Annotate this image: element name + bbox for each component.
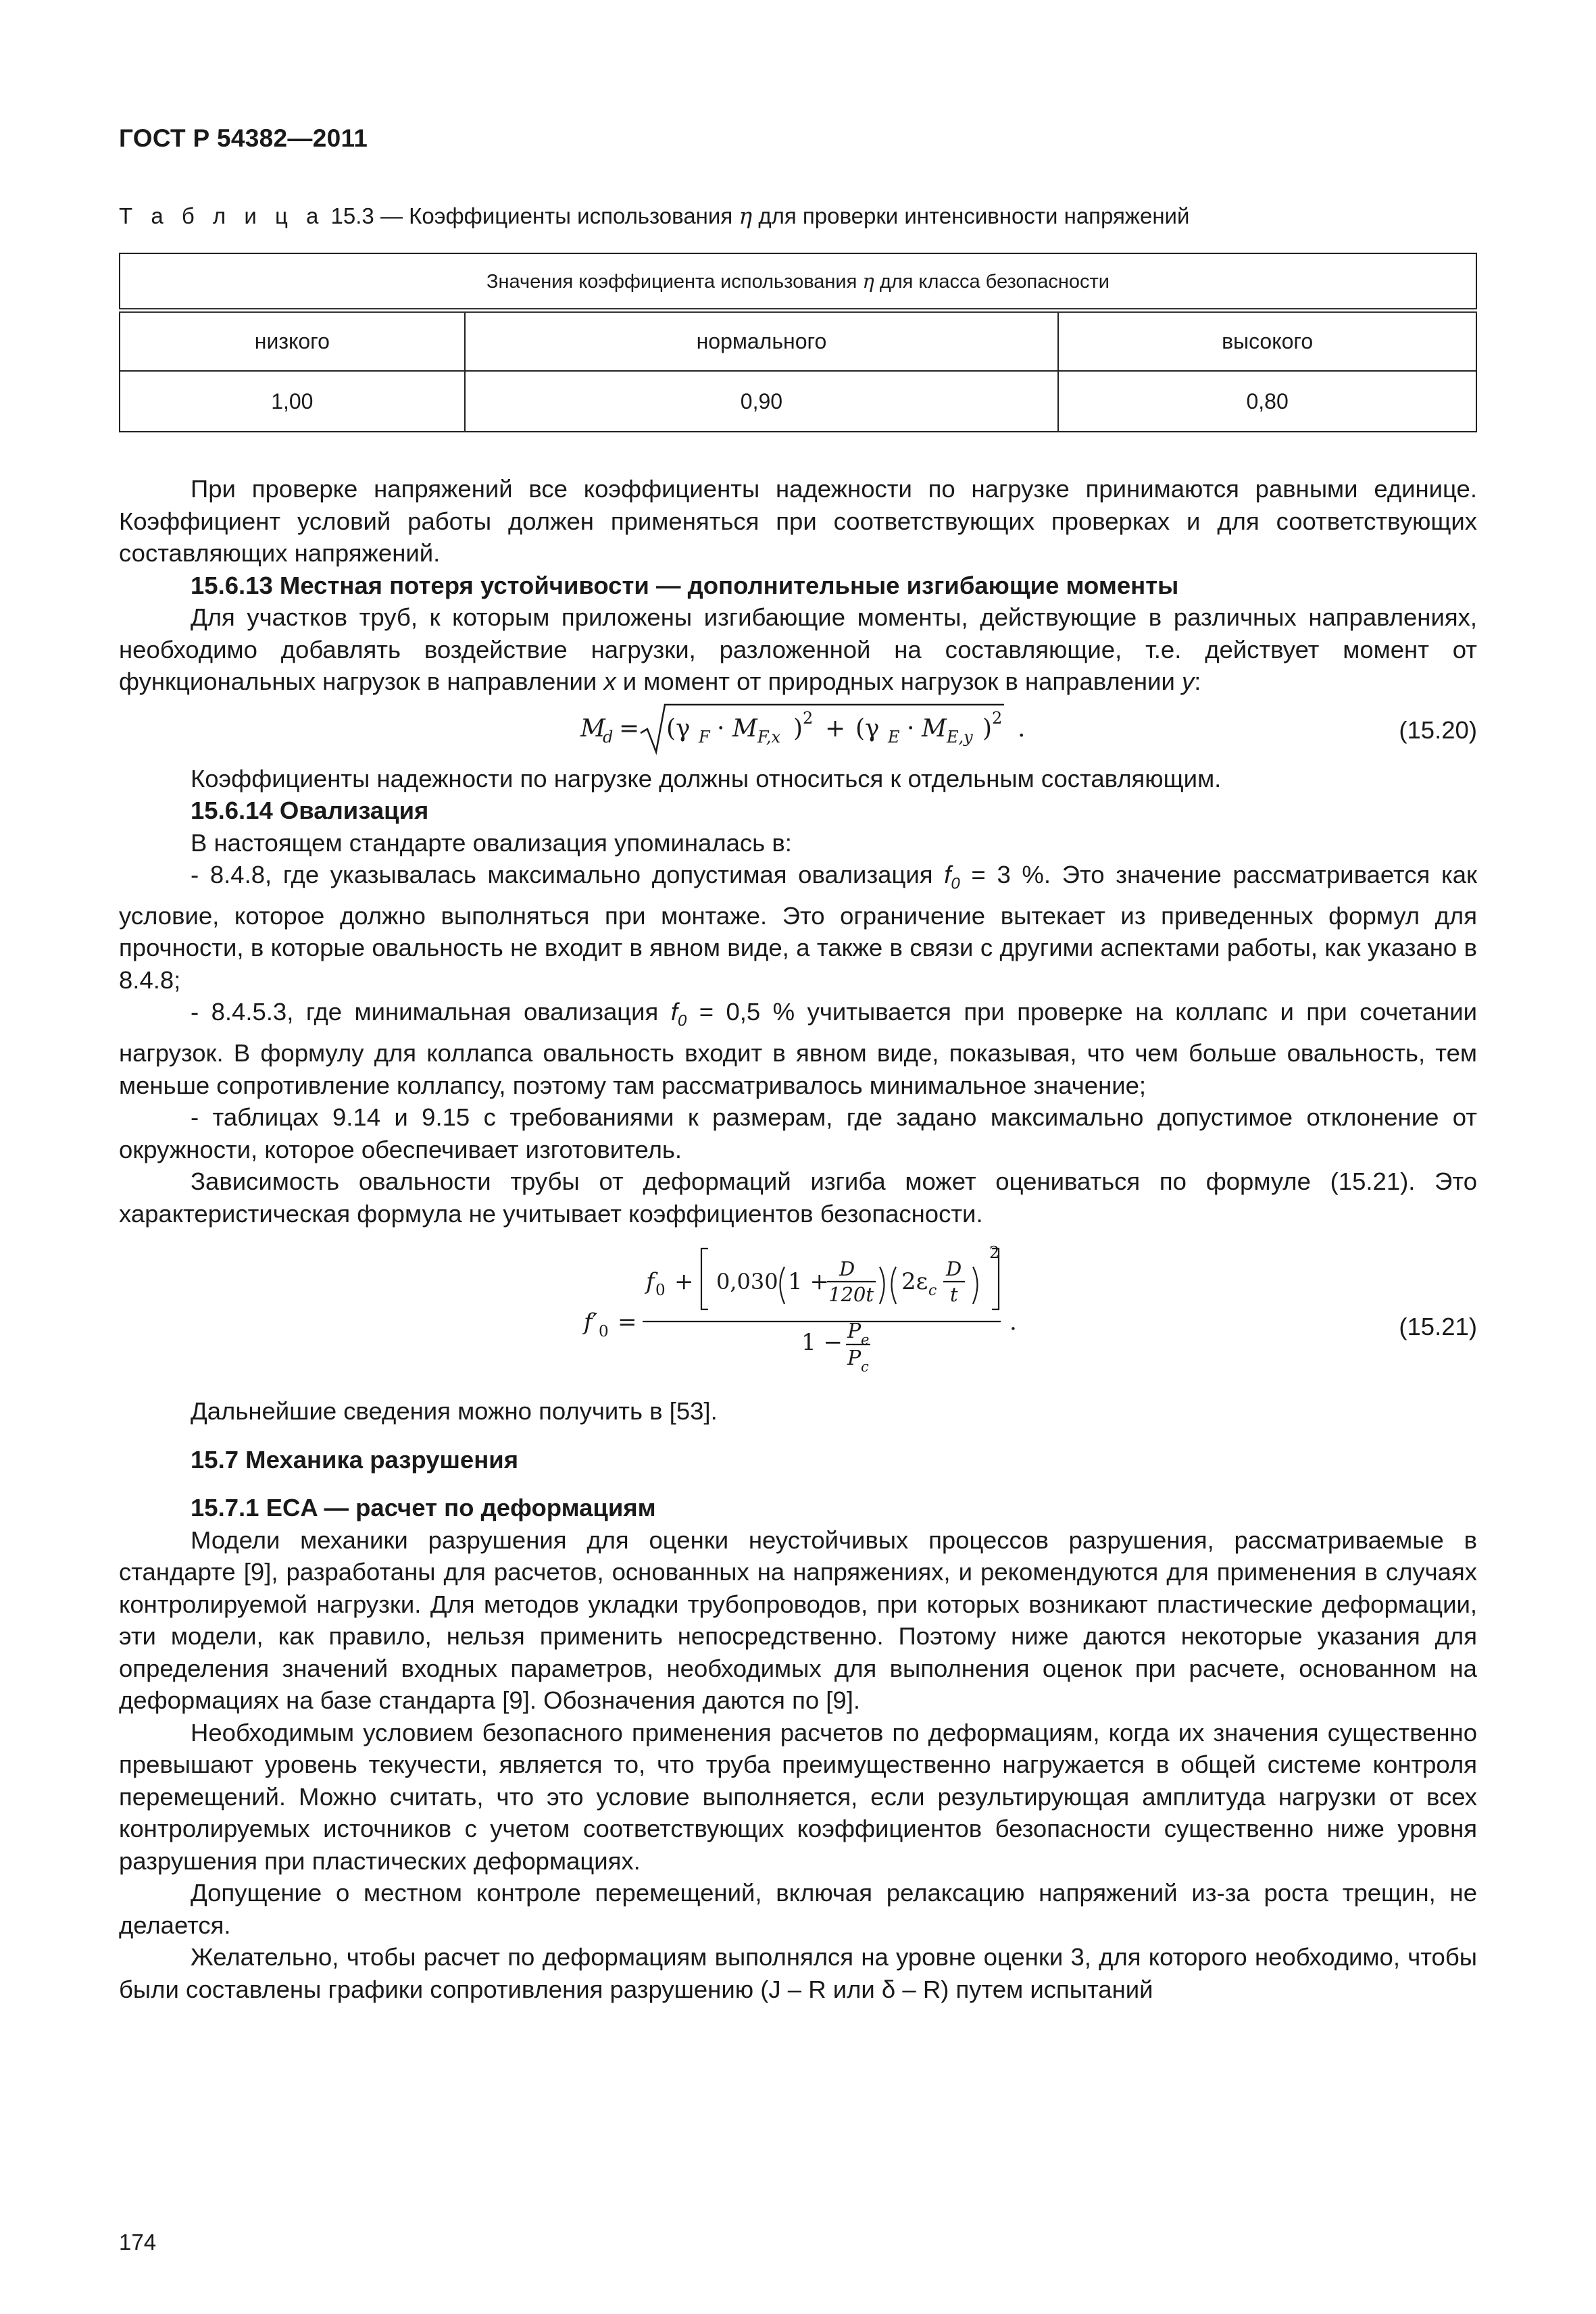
caption-text: 15.3 — Коэффициенты использования <box>324 203 739 228</box>
eq2-num-plus: + <box>674 1268 694 1296</box>
section-heading: 15.6.14 Овализация <box>191 797 429 824</box>
eq2-num-t: t <box>950 1283 958 1307</box>
equation-15-20-formula <box>119 698 1065 763</box>
caption-prefix: Т а б л и ц а <box>119 203 325 228</box>
eq2-num-pow: 2 <box>989 1243 1000 1263</box>
eq2-lhs-sub: 0 <box>599 1323 609 1341</box>
paragraph: Модели механики разрушения для оценки неустойчивых процессов разрушения, рассматриваемые в стандарте [9], разработаны для расчетов, основанных на напряжениях, и рекомендуются для применения в случаях контролируемой нагрузки. Для методов укладки трубопроводов, при которых возникают пластические деформации, эти модели, как правило, нельзя применить непосредственно. Поэтому ниже даются некоторые указания для определения значений входных параметров, необходимых для выполнения оценок при расчете, основанном на деформациях на базе стандарта [9]. Обозначения даются по [9]. <box>119 1526 1477 1715</box>
eq2-equals: = <box>618 1309 637 1336</box>
paragraph: Необходимым условием безопасного применения расчетов по деформациям, когда их значения существенно превышают уровень текучести, является то, что труба преимущественно нагружается в общей системе контроля перемещений. Можно считать, что это условие выполняется, если результирующая амплитуда нагрузки от всех контролируемых источников с учетом соответствующих коэффициентов безопасности существенно ниже уровня разрушения при пластических деформациях. <box>119 1718 1477 1875</box>
eq1-period: . <box>1018 714 1026 743</box>
eq2-num-D: D <box>839 1257 855 1281</box>
document-id: ГОСТ Р 54382—2011 <box>119 124 368 152</box>
paragraph: Желательно, чтобы расчет по деформациям выполнялся на уровне оценки 3, для которого необходимо, чтобы были составлены графики сопротивления разрушению (J – R или δ – R) путем испытаний <box>119 1943 1477 2003</box>
paragraph: Для участков труб, к которым приложены изгибающие моменты, действующие в различных направлениях, необходимо добавлять воздействие нагрузки, разложенной на составляющие, т.е. действует момент от функциональных нагрузок в направлении x и момент от природных нагрузок в направлении y: <box>119 603 1477 695</box>
table-cell: 0,80 <box>1058 371 1476 432</box>
eq1-m2-sub: E,y <box>947 727 973 747</box>
equation-15-20 <box>119 698 1477 763</box>
eq1-plus: + <box>825 714 846 743</box>
section-heading: 15.7.1 ECA — расчет по деформациям <box>191 1494 656 1522</box>
eq2-num-D2: D <box>946 1257 962 1281</box>
eq1-pow2: 2 <box>992 708 1003 728</box>
eq1-term2: (γ <box>855 714 880 743</box>
eq2-num-f: f <box>646 1268 655 1296</box>
paragraph: Допущение о местном контроле перемещений, включая релаксацию напряжений из-за роста трещин, не делается. <box>119 1879 1477 1939</box>
eq2-num-k: 0,030 <box>716 1269 778 1295</box>
eq2-num-one-plus: 1 + <box>788 1268 829 1296</box>
table-header: Значения коэффициента использования η для класса безопасности <box>120 253 1476 311</box>
eq2-num-2eps: 2ε <box>901 1268 928 1296</box>
eq2-den-Pe-sub: e <box>861 1332 870 1349</box>
eq2-num-2eps-sub: c <box>928 1282 937 1300</box>
table-cell: 1,00 <box>120 371 465 432</box>
eq1-m1-sub: F,x <box>757 727 781 747</box>
eq1-dot2: · <box>907 714 915 743</box>
paragraph: Зависимость овальности трубы от деформаций изгиба может оцениваться по формуле (15.21). Это характеристическая формула не учитывает коэффициентов безопасности. <box>119 1167 1477 1228</box>
table-caption <box>119 203 1189 229</box>
section-heading: 15.6.13 Местная потеря устойчивости — дополнительные изгибающие моменты <box>191 571 1179 599</box>
right-paren-1 <box>880 1267 884 1304</box>
paragraph: Коэффициенты надежности по нагрузке должны относиться к отдельным составляющим. <box>191 764 1222 793</box>
eq2-den-Pe: P <box>847 1319 862 1344</box>
equation-15-21 <box>119 1230 1477 1395</box>
eq2-lhs: f′ <box>584 1309 598 1336</box>
right-paren-2 <box>973 1267 978 1304</box>
eq2-period: . <box>1009 1309 1017 1336</box>
eq1-m1: M <box>732 714 757 743</box>
eq2-num-120t: 120t <box>828 1283 874 1307</box>
eq1-lhs: M <box>580 714 605 743</box>
section-heading: 15.7 Механика разрушения <box>191 1445 518 1474</box>
left-paren-1 <box>780 1267 785 1304</box>
body-text <box>119 473 1477 2005</box>
equation-number: (15.20) <box>1399 715 1477 744</box>
left-square-bracket <box>701 1249 708 1309</box>
table-cell: 0,90 <box>465 371 1059 432</box>
paragraph: - 8.4.5.3, где минимальная овализация $f_0 = 0,5$ % учитывается при проверке на коллапс и при сочетании нагрузок. В формулу для коллапса овальность входит в явном виде, показывая, что чем больше овальность, тем меньше сопротивление коллапсу, поэтому там рассматривалось минимальное значение; <box>119 998 1477 1099</box>
left-paren-2 <box>892 1267 897 1304</box>
caption-text-end: для проверки интенсивности напряжений <box>752 203 1190 228</box>
eq1-dot1: · <box>717 714 725 743</box>
equation-15-21-formula <box>119 1230 1200 1395</box>
table-column-header: высокого <box>1058 311 1476 372</box>
paragraph: Дальнейшие сведения можно получить в [53]. <box>191 1397 718 1426</box>
eq1-lhs-sub: d <box>603 727 614 747</box>
eq2-den-Pc-sub: c <box>861 1359 869 1376</box>
table-column-header: низкого <box>120 311 465 372</box>
eq1-close2: ) <box>982 714 993 743</box>
paragraph: При проверке напряжений все коэффициенты надежности по нагрузке принимаются равными единице. Коэффициент условий работы должен применяться при соответствующих проверках и для соответствующих составляющих напряжений. <box>119 475 1477 567</box>
equation-number: (15.21) <box>1399 1313 1477 1341</box>
caption-eta: η <box>739 203 753 229</box>
eq1-term1: (γ <box>666 714 691 743</box>
eq1-close1: ) <box>793 714 803 743</box>
eq2-den-one-minus: 1 − <box>801 1329 843 1357</box>
eq2-den-Pc: P <box>847 1347 862 1371</box>
page-number: 174 <box>119 2230 157 2255</box>
eq1-term2-sub: E <box>888 727 900 747</box>
eq1-m2: M <box>922 714 947 743</box>
eq1-equals: = <box>619 714 640 743</box>
paragraph: - таблицах 9.14 и 9.15 с требованиями к размерам, где задано максимально допустимое отклонение от окружности, которое обеспечивает изготовитель. <box>119 1103 1477 1163</box>
eq2-num-f-sub: 0 <box>655 1282 666 1300</box>
utilization-table <box>119 253 1477 432</box>
paragraph: В настоящем стандарте овализация упоминалась в: <box>191 828 792 857</box>
paragraph: - 8.4.8, где указывалась максимально допустимая овализация $f_0 = 3$ %. Это значение рассматривается как условие, которое должно выполняться при монтаже. Это ограничение вытекает из приведенных формул для прочности, в которые овальность не входит в явном виде, а также в связи с другими аспектами работы, как указано в 8.4.8; <box>119 861 1477 994</box>
table-column-header: нормального <box>465 311 1059 372</box>
eq1-term1-sub: F <box>699 727 710 747</box>
eq1-pow1: 2 <box>803 708 814 728</box>
